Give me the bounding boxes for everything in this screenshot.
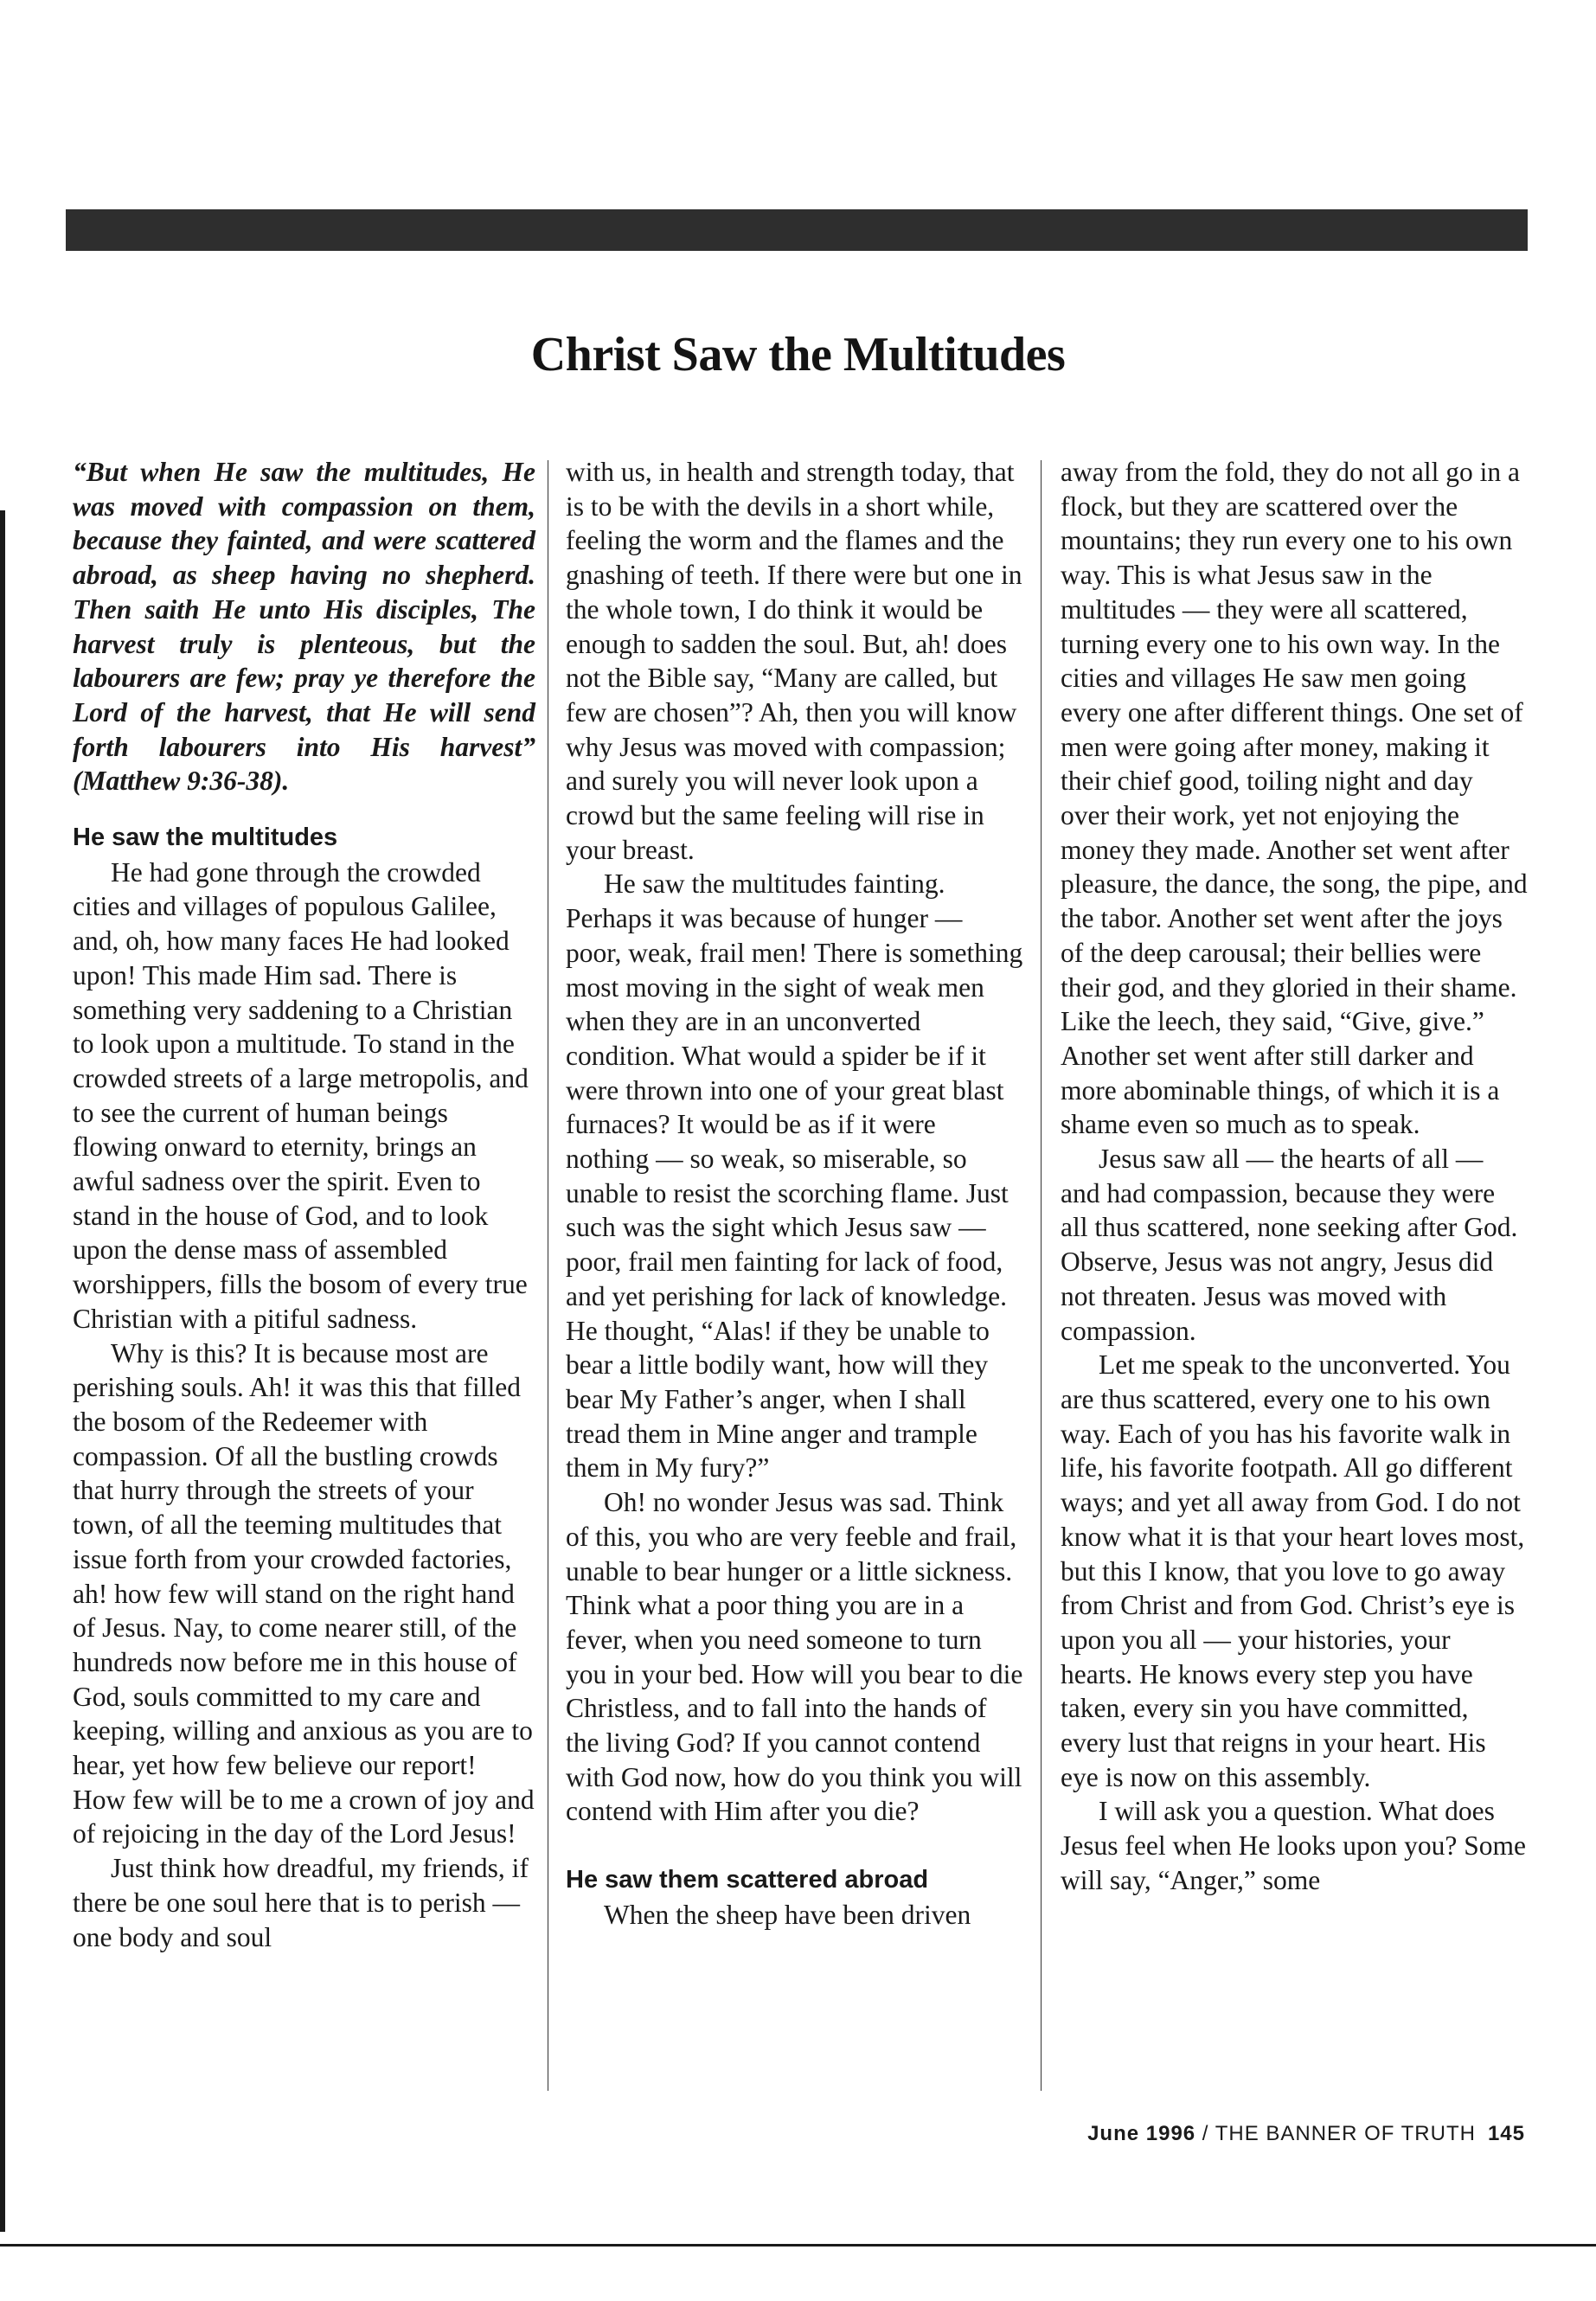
page-footer [1087, 2122, 1525, 2146]
section-heading-scattered: He saw them scattered abroad [566, 1866, 929, 1894]
column-1 [73, 455, 535, 1954]
left-edge-mark [0, 510, 5, 2232]
paragraph: Oh! no wonder Jesus was sad. Think of this, you who are very feeble and frail, unable to bear hunger or a little sickness. Think what a poor thing you are in a fever, when you need someone to turn you in your bed. How will you bear to die Christless, and to fall into the hands of the living God? If you cannot contend with God now, how do you think you will contend with Him after you die? [566, 1487, 1023, 1827]
paragraph-continued: with us, in health and strength today, that is to be with the devils in a short while, feeling the worm and the flames and the gnashing of teeth. If there were but one in the whole town, I do think it would be enough to sadden the soul. But, ah! does not the Bible say, “Many are called, but few are chosen”? Ah, then you will know why Jesus was moved with compassion; and surely you will never look upon a crowd but the same feeling will rise in your breast. [566, 457, 1022, 865]
paragraph: He saw the multitudes fainting. Perhaps it was because of hunger — poor, weak, frail men! There is something most moving in the sight of weak men when they are in an unconverted condition. What would a spider be if it were thrown into one of your great blast furnaces? It would be as if it were nothing — so weak, so miserable, so unable to resist the scorching flame. Just such was the sight which Jesus saw — poor, frail men fainting for lack of food, and yet perishing for lack of knowledge. He thought, “Alas! if they be unable to bear a little bodily want, how will they bear My Father’s anger, when I shall tread them in Mine anger and trample them in My fury?” [566, 868, 1023, 1484]
column-3 [1061, 455, 1528, 1898]
paragraph: Just think how dreadful, my friends, if there be one soul here that is to perish — one body and soul [73, 1853, 529, 1952]
section-heading-multitudes: He saw the multitudes [73, 824, 338, 852]
paragraph-continued: away from the fold, they do not all go in a flock, but they are scattered over the mountains; they run every one to his own way. This is what Jesus saw in the multitudes — they were all scattered, turning every one to his own way. In the cities and villages He saw men going every one after different things. One set of men were going after money, making it their chief good, toiling night and day over their work, yet not enjoying the money they made. Another set went after pleasure, the dance, the song, the pipe, and the tabor. Another set went after the joys of the deep carousal; their bellies were their god, and they gloried in their shame. Like the leech, they said, “Give, give.” Another set went after still darker and more abominable things, of which it is a shame even so much as to speak. [1061, 457, 1528, 1140]
paragraph: Let me speak to the unconverted. You are thus scattered, every one to his own way. Each of you has his favorite walk in life, his favorite footpath. All go different ways; and yet all away from God. I do not know what it is that your heart loves most, but this I know, that you love to go away from Christ and from God. Christ’s eye is upon you all — your histories, your hearts. He knows every step you have taken, every sin you have committed, every lust that reigns in your heart. His eye is now on this assembly. [1061, 1349, 1525, 1792]
page-number: 145 [1487, 2122, 1525, 2145]
paragraph: When the sheep have been driven [604, 1899, 971, 1930]
column-2 [566, 455, 1024, 1932]
article-title: Christ Saw the Multitudes [530, 328, 1066, 381]
footer-date: June 1996 [1087, 2122, 1196, 2145]
scripture-epigraph: “But when He saw the multitudes, He was moved with compassion on them, because they fainted, and were scattered abroad, as sheep having no shepherd. Then saith He unto His disciples, The harvest truly is plenteous, but the labourers are few; pray ye therefore the Lord of the harvest, that He will send forth labourers into His harvest” (Matthew 9:36-38). [73, 457, 535, 797]
bottom-edge-rule [0, 2244, 1596, 2247]
paragraph: Jesus saw all — the hearts of all — and had compassion, because they were all thus scattered, none seeking after God. Observe, Jesus was not angry, Jesus did not threaten. Jesus was moved with compassion. [1061, 1144, 1518, 1346]
column-divider-2 [1041, 460, 1042, 2091]
paragraph: He had gone through the crowded cities and villages of populous Galilee, and, oh, how many faces He had looked upon! This made Him sad. There is something very saddening to a Christian to look upon a multitude. To stand in the crowded streets of a large metropolis, and to see the current of human beings flowing onward to eternity, brings an awful sadness over the spirit. Even to stand in the house of God, and to look upon the dense mass of assembled worshippers, fills the bosom of every true Christian with a pitiful sadness. [73, 856, 529, 1334]
paragraph: Why is this? It is because most are perishing souls. Ah! it was this that filled the bosom of the Redeemer with compassion. Of all the bustling crowds that hurry through the streets of your town, of all the teeming multitudes that issue forth from your crowded factories, ah! how few will stand on the right hand of Jesus. Nay, to come nearer still, of the hundreds now before me in this house of God, souls committed to my care and keeping, willing and anxious as you are to hear, yet how few believe our report! How few will be to me a crown of joy and of rejoicing in the day of the Lord Jesus! [73, 1337, 535, 1849]
header-bar [66, 209, 1528, 251]
paragraph: I will ask you a question. What does Jesus feel when He looks upon you? Some will say, “Anger,” some [1061, 1796, 1527, 1895]
footer-publication: / THE BANNER OF TRUTH [1195, 2122, 1476, 2145]
